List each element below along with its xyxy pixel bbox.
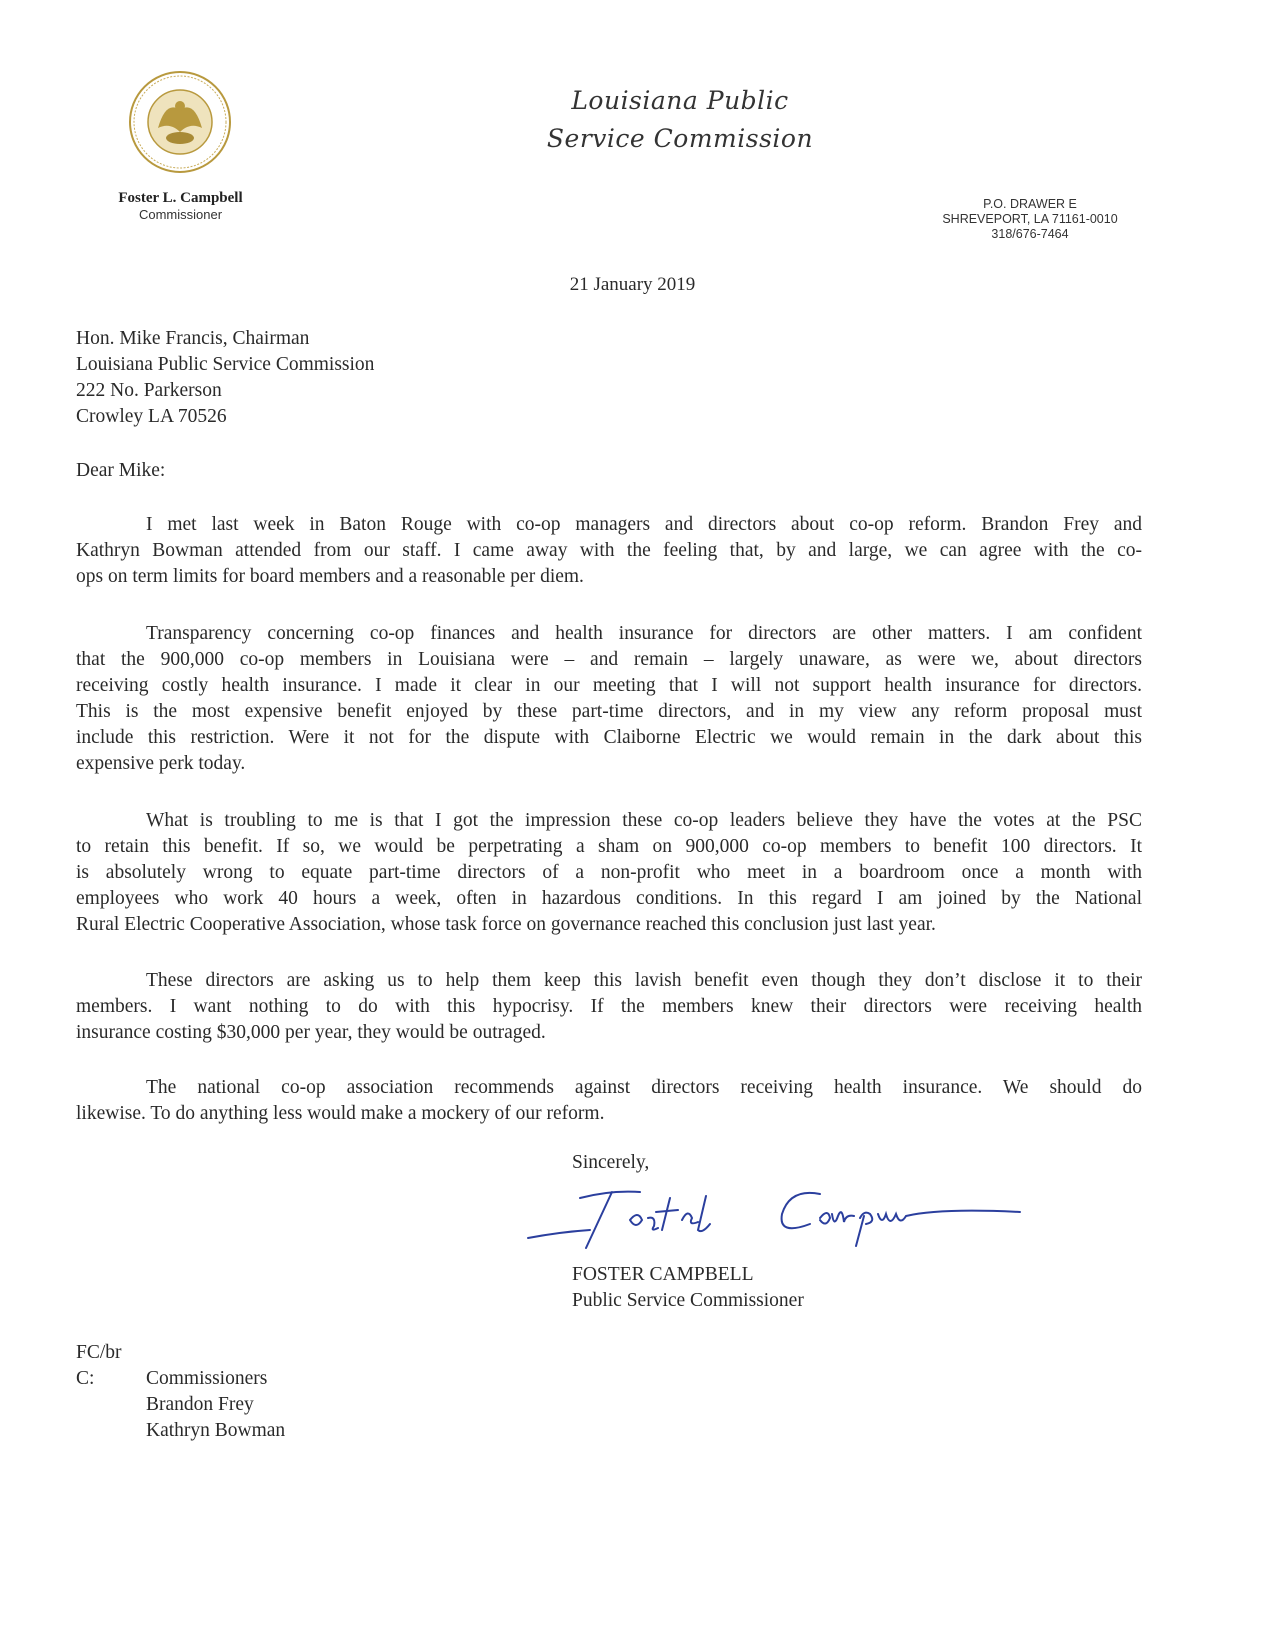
letter-date: 21 January 2019 bbox=[569, 274, 696, 295]
address-line: SHREVEPORT, LA 71161-0010 bbox=[942, 212, 1118, 226]
paragraph-line: that the 900,000 co-op members in Louisiana were – and remain – largely unaware, as were we, about directors bbox=[76, 649, 1142, 670]
recipient-line: Crowley LA 70526 bbox=[76, 406, 227, 427]
recipient-line: 222 No. Parkerson bbox=[76, 380, 222, 401]
paragraph-line: ops on term limits for board members and a reasonable per diem. bbox=[76, 566, 584, 587]
commissioner-title: Commissioner bbox=[138, 207, 223, 222]
signer-name: FOSTER CAMPBELL bbox=[572, 1264, 754, 1285]
paragraph-line: What is troubling to me is that I got the impression these co-op leaders believe they have the votes at the PSC bbox=[146, 810, 1142, 831]
body-paragraph bbox=[76, 512, 1142, 590]
paragraph-line: members. I want nothing to do with this hypocrisy. If the members knew their directors were receiving health bbox=[76, 996, 1142, 1017]
paragraph-line: to retain this benefit. If so, we would be perpetrating a sham on 900,000 co-op members to benefit 100 directors. It bbox=[76, 836, 1142, 857]
paragraph-line: include this restriction. Were it not for the dispute with Claiborne Electric we would remain in the dark about this bbox=[76, 727, 1142, 748]
org-line-1: Louisiana Public bbox=[571, 86, 789, 115]
recipient-line: Louisiana Public Service Commission bbox=[76, 354, 375, 375]
recipient-address bbox=[76, 326, 374, 430]
body-paragraph bbox=[76, 1075, 1142, 1127]
paragraph-line: Transparency concerning co-op finances and health insurance for directors are other matters. I am confident bbox=[146, 623, 1142, 644]
paragraph-line: expensive perk today. bbox=[76, 753, 246, 774]
paragraph-line: Rural Electric Cooperative Association, whose task force on governance reached this conclusion just last year. bbox=[76, 914, 936, 935]
body-paragraph bbox=[76, 808, 1142, 938]
paragraph-line: employees who work 40 hours a week, often in hazardous conditions. In this regard I am joined by the National bbox=[76, 888, 1142, 909]
cc-label: C: bbox=[76, 1368, 95, 1389]
paragraph-line: insurance costing $30,000 per year, they would be outraged. bbox=[76, 1022, 546, 1043]
recipient-line: Hon. Mike Francis, Chairman bbox=[76, 328, 310, 349]
cc-recipient: Brandon Frey bbox=[146, 1394, 254, 1415]
paragraph-line: The national co-op association recommends against directors receiving health insurance. We should do bbox=[146, 1077, 1142, 1098]
body-paragraph bbox=[76, 968, 1142, 1046]
address-line: P.O. DRAWER E bbox=[983, 197, 1077, 211]
cc-recipient: Commissioners bbox=[146, 1368, 268, 1389]
commissioner-block bbox=[98, 190, 263, 222]
org-line-2: Service Commission bbox=[546, 124, 814, 153]
mailing-address bbox=[900, 197, 1160, 242]
closing: Sincerely, bbox=[572, 1152, 650, 1173]
paragraph-line: This is the most expensive benefit enjoyed by these part-time directors, and in my view any reform proposal must bbox=[76, 701, 1142, 722]
paragraph-line: Kathryn Bowman attended from our staff. I came away with the feeling that, by and large, we can agree with the co- bbox=[76, 540, 1142, 561]
carbon-copy-block bbox=[76, 1340, 285, 1444]
paragraph-line: I met last week in Baton Rouge with co-op managers and directors about co-op reform. Brandon Frey and bbox=[146, 514, 1142, 535]
salutation: Dear Mike: bbox=[76, 460, 166, 481]
body-paragraph bbox=[76, 621, 1142, 777]
organization-name bbox=[470, 82, 890, 158]
cc-recipient: Kathryn Bowman bbox=[146, 1420, 286, 1441]
paragraph-line: These directors are asking us to help them keep this lavish benefit even though they don’t disclose it to their bbox=[146, 970, 1142, 991]
paragraph-line: receiving costly health insurance. I made it clear in our meeting that I will not support health insurance for directors. bbox=[76, 675, 1142, 696]
commissioner-name: Foster L. Campbell bbox=[118, 190, 243, 206]
state-seal-logo bbox=[128, 70, 232, 174]
handwritten-signature bbox=[520, 1168, 1080, 1258]
phone-number: 318/676-7464 bbox=[991, 227, 1069, 241]
signer-block bbox=[572, 1262, 804, 1314]
paragraph-line: is absolutely wrong to equate part-time directors of a non-profit who meet in a boardroom once a month with bbox=[76, 862, 1142, 883]
signer-title: Public Service Commissioner bbox=[572, 1290, 804, 1311]
typist-initials: FC/br bbox=[76, 1342, 122, 1363]
paragraph-line: likewise. To do anything less would make a mockery of our reform. bbox=[76, 1103, 605, 1124]
